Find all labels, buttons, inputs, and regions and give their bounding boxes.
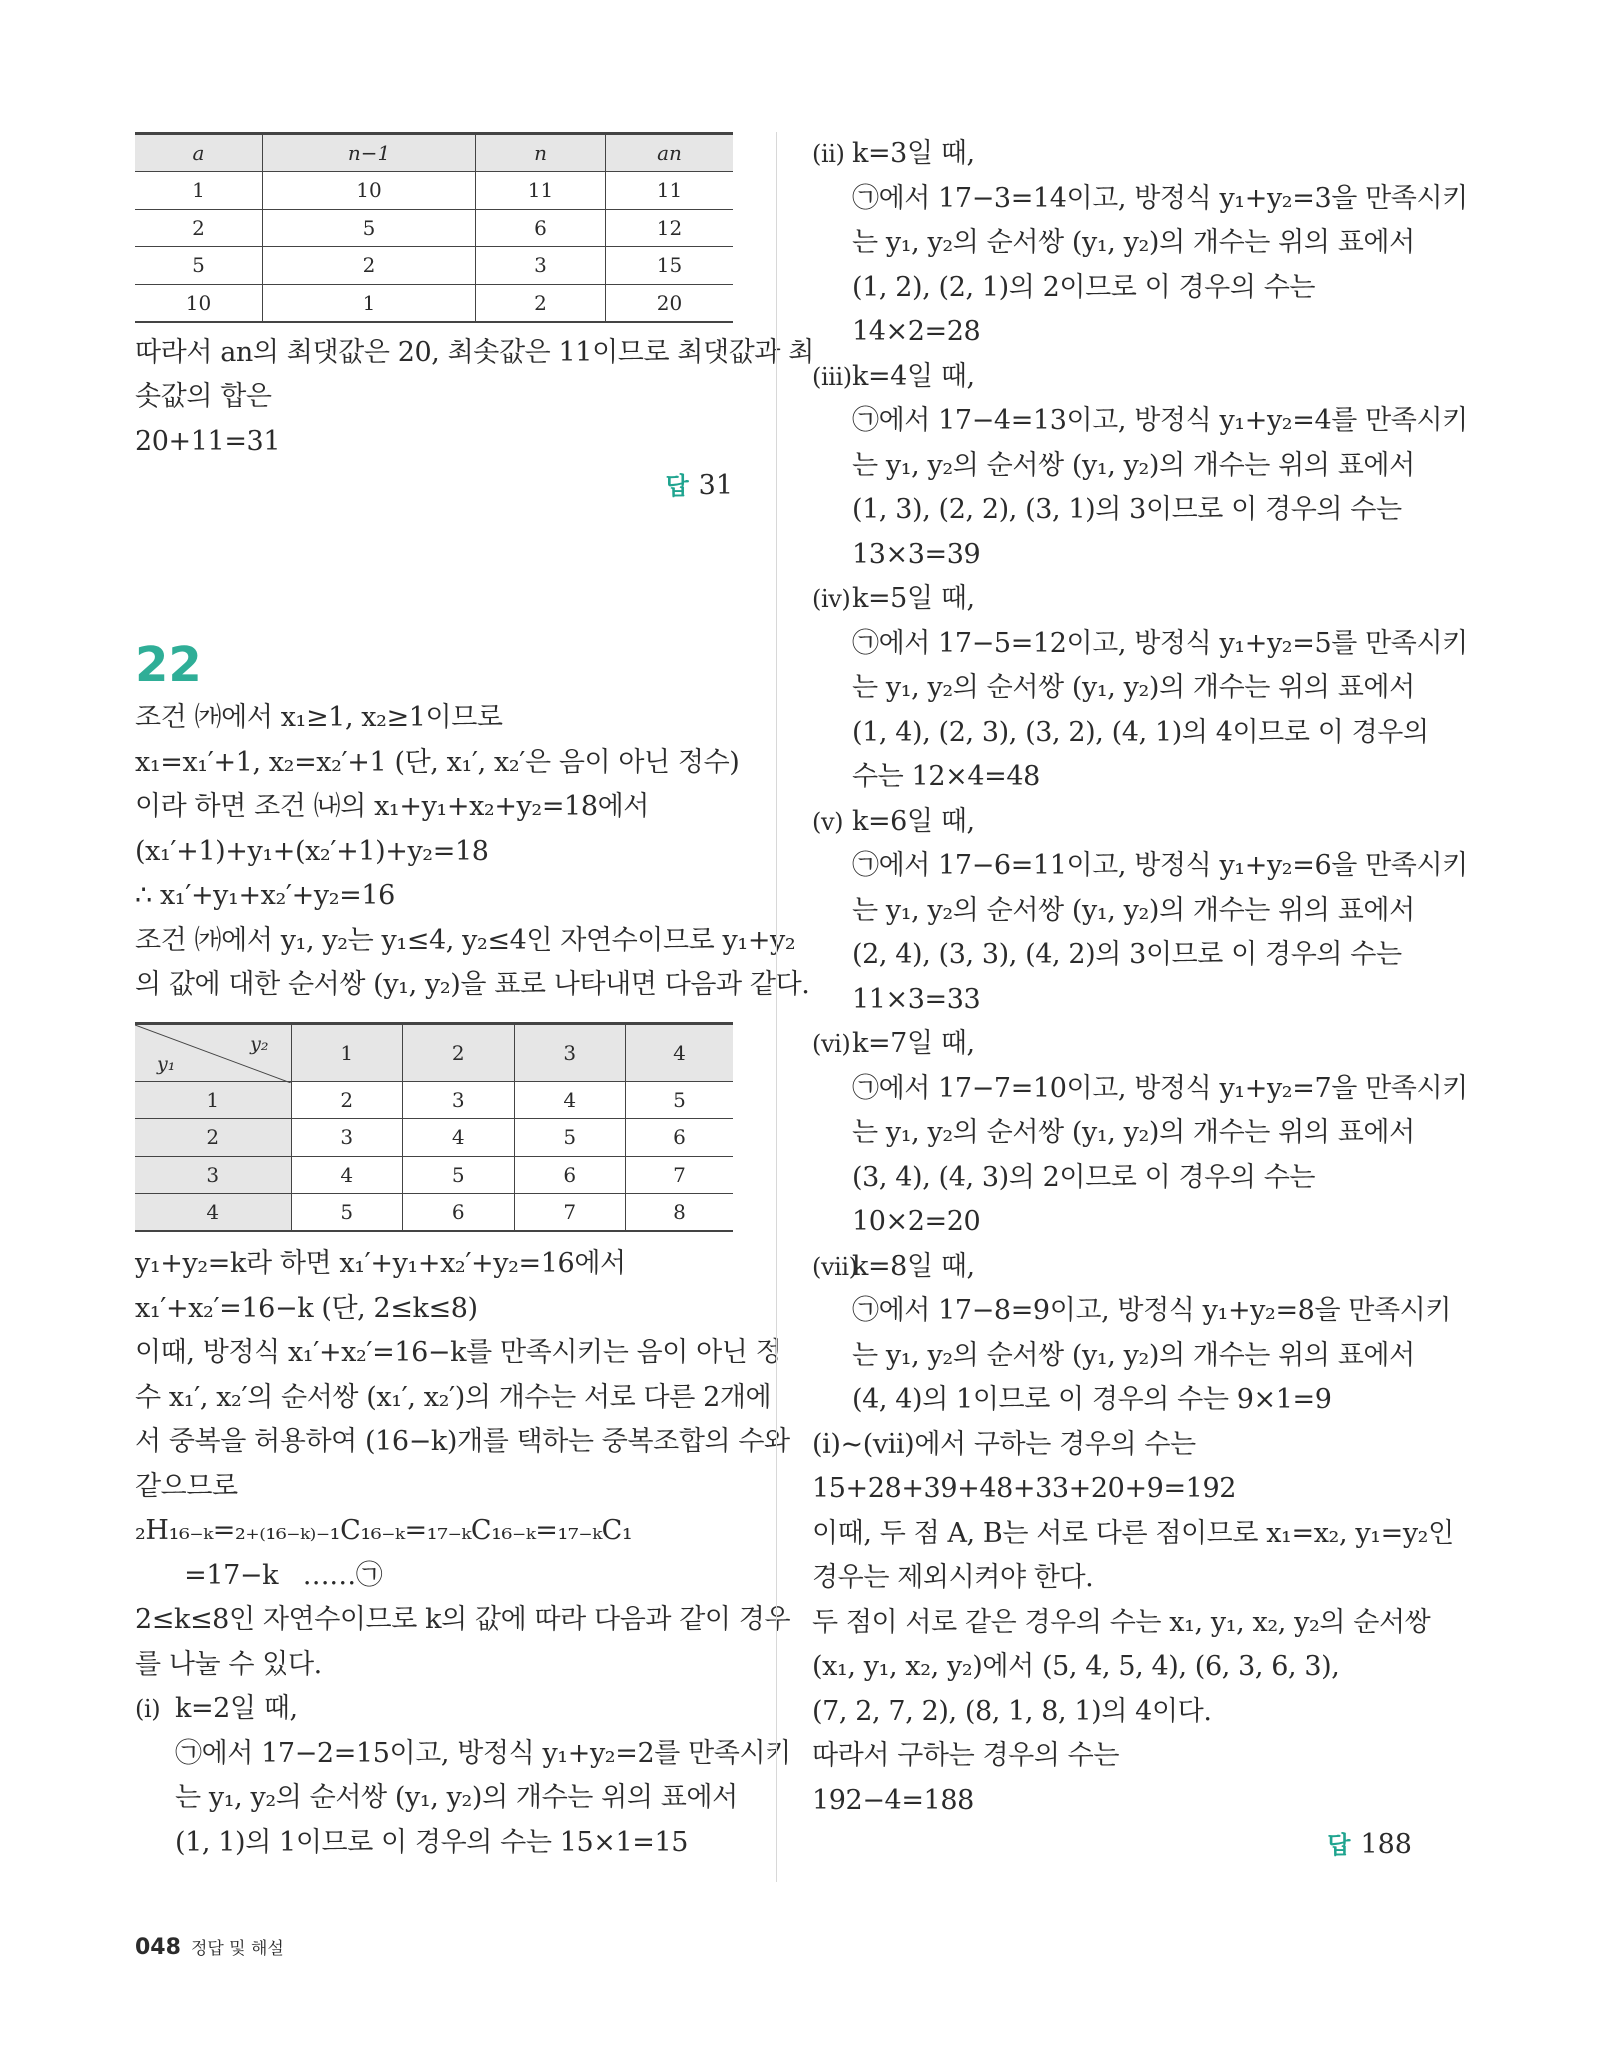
text-line: (1, 2), (2, 1)의 2이므로 이 경우의 수는 bbox=[852, 271, 1316, 303]
case-number: (vi) bbox=[812, 1030, 851, 1058]
left-column bbox=[135, 132, 814, 1865]
text-line: 11×3=33 bbox=[852, 983, 981, 1015]
text-line: 를 나눌 수 있다. bbox=[135, 1648, 322, 1680]
text-line: (1, 3), (2, 2), (3, 1)의 3이므로 이 경우의 수는 bbox=[852, 494, 1402, 525]
text-line: 는 y₁, y₂의 순서쌍 (y₁, y₂)의 개수는 위의 표에서 bbox=[852, 1117, 1415, 1148]
case-title: k=8일 때, bbox=[852, 1250, 975, 1282]
table-cell: 5 bbox=[135, 247, 262, 285]
text-line: x₁=x₁′+1, x₂=x₂′+1 (단, x₁′, x₂′은 음이 아닌 정수) bbox=[135, 746, 740, 778]
column-divider bbox=[776, 132, 777, 1882]
table-y1-y2 bbox=[135, 1022, 733, 1233]
footer-label: 정답 및 해설 bbox=[190, 1939, 284, 1959]
table-cell: 3 bbox=[291, 1119, 403, 1157]
text-line: ∴ x₁′+y₁+x₂′+y₂=16 bbox=[135, 880, 395, 911]
text-line: 따라서 an의 최댓값은 20, 최솟값은 11이므로 최댓값과 최 bbox=[135, 336, 814, 368]
text-line: 는 y₁, y₂의 순서쌍 (y₁, y₂)의 개수는 위의 표에서 bbox=[852, 227, 1415, 258]
case-heading bbox=[812, 577, 1412, 622]
right-column bbox=[812, 132, 1468, 1867]
text-line: 수 x₁′, x₂′의 순서쌍 (x₁′, x₂′)의 개수는 서로 다른 2개에 bbox=[135, 1381, 772, 1413]
table-cell: 6 bbox=[403, 1194, 515, 1232]
answer-value: 188 bbox=[1360, 1829, 1412, 1860]
table-header: 3 bbox=[514, 1023, 626, 1081]
case-heading bbox=[812, 1022, 1412, 1067]
text-line: 는 y₁, y₂의 순서쌍 (y₁, y₂)의 개수는 위의 표에서 bbox=[852, 1339, 1415, 1371]
answer-188 bbox=[812, 1823, 1412, 1867]
answer-label: 답 bbox=[665, 472, 689, 500]
text-line: ㉠에서 17−3=14이고, 방정식 y₁+y₂=3을 만족시키 bbox=[852, 182, 1468, 214]
table-cell: 15 bbox=[605, 247, 733, 285]
table-cell: 4 bbox=[291, 1156, 403, 1194]
text-line: ₂H₁₆₋ₖ=₂₊₍₁₆₋ₖ₎₋₁C₁₆₋ₖ=₁₇₋ₖC₁₆₋ₖ=₁₇₋ₖC₁ bbox=[135, 1515, 633, 1546]
text-line: ㉠에서 17−7=10이고, 방정식 y₁+y₂=7을 만족시키 bbox=[852, 1072, 1468, 1104]
table-a-n bbox=[135, 132, 733, 323]
case-number: (iii) bbox=[812, 362, 852, 391]
table-header: an bbox=[605, 134, 733, 172]
table-cell: 4 bbox=[403, 1119, 515, 1157]
text-line: 192−4=188 bbox=[812, 1784, 974, 1816]
table-cell: 11 bbox=[605, 172, 733, 210]
table-cell: 1 bbox=[135, 172, 262, 210]
table-cell: 1 bbox=[262, 284, 475, 322]
table-cell: 5 bbox=[626, 1081, 734, 1119]
table-header: 1 bbox=[291, 1023, 403, 1081]
problem-number: 22 bbox=[135, 637, 202, 693]
table-row bbox=[135, 172, 733, 210]
case-title: k=7일 때, bbox=[852, 1028, 975, 1059]
table-cell: 3 bbox=[476, 247, 606, 285]
text-line: 13×3=39 bbox=[852, 538, 981, 570]
text-line: ㉠에서 17−2=15이고, 방정식 y₁+y₂=2를 만족시키 bbox=[175, 1737, 791, 1769]
table-cell: 5 bbox=[291, 1194, 403, 1232]
text-line: 조건 ㈎에서 x₁≥1, x₂≥1이므로 bbox=[135, 702, 503, 733]
row-header: 4 bbox=[135, 1194, 291, 1232]
row-header: 3 bbox=[135, 1156, 291, 1194]
case-heading bbox=[812, 132, 1412, 177]
table-header: a bbox=[135, 134, 262, 172]
text-line: 조건 ㈎에서 y₁, y₂는 y₁≤4, y₂≤4인 자연수이므로 y₁+y₂ bbox=[135, 924, 796, 956]
text-line: 의 값에 대한 순서쌍 (y₁, y₂)을 표로 나타내면 다음과 같다. bbox=[135, 969, 810, 1000]
table-cell: 7 bbox=[626, 1156, 734, 1194]
case-title: k=6일 때, bbox=[852, 805, 975, 837]
case-title: k=3일 때, bbox=[852, 138, 975, 169]
text-line: (x₁, y₁, x₂, y₂)에서 (5, 4, 5, 4), (6, 3, 6, 3), bbox=[812, 1651, 1340, 1682]
case-number: (vii) bbox=[812, 1252, 858, 1281]
text-line: 15+28+39+48+33+20+9=192 bbox=[812, 1473, 1237, 1504]
case-number: (iv) bbox=[812, 585, 851, 613]
text-line: ㉠에서 17−8=9이고, 방정식 y₁+y₂=8을 만족시키 bbox=[852, 1295, 1452, 1326]
text-line: =17−k ……㉠ bbox=[135, 1559, 383, 1591]
case-number: (i) bbox=[135, 1695, 161, 1723]
text-line: 따라서 구하는 경우의 수는 bbox=[812, 1740, 1120, 1771]
text-line: y₁+y₂=k라 하면 x₁′+y₁+x₂′+y₂=16에서 bbox=[135, 1248, 626, 1279]
table-row bbox=[135, 284, 733, 322]
text-line: 는 y₁, y₂의 순서쌍 (y₁, y₂)의 개수는 위의 표에서 bbox=[175, 1782, 738, 1813]
text-line: 두 점이 서로 같은 경우의 수는 x₁, y₁, x₂, y₂의 순서쌍 bbox=[812, 1606, 1431, 1638]
text-line: 이때, 두 점 A, B는 서로 다른 점이므로 x₁=x₂, y₁=y₂인 bbox=[812, 1517, 1454, 1549]
text-line: 서 중복을 허용하여 (16−k)개를 택하는 중복조합의 수와 bbox=[135, 1426, 790, 1457]
case-number: (ii) bbox=[812, 140, 845, 168]
text-line: (i)~(vii)에서 구하는 경우의 수는 bbox=[812, 1428, 1196, 1460]
table-cell: 4 bbox=[514, 1081, 626, 1119]
page-footer bbox=[135, 1930, 284, 1961]
text-line: (2, 4), (3, 3), (4, 2)의 3이므로 이 경우의 수는 bbox=[852, 939, 1402, 970]
case-heading bbox=[812, 1245, 1412, 1290]
case-title: k=2일 때, bbox=[175, 1693, 298, 1724]
table-cell: 10 bbox=[135, 284, 262, 322]
table-row bbox=[135, 209, 733, 247]
table-cell: 8 bbox=[626, 1194, 734, 1232]
text-line: 는 y₁, y₂의 순서쌍 (y₁, y₂)의 개수는 위의 표에서 bbox=[852, 672, 1415, 703]
text-line: 는 y₁, y₂의 순서쌍 (y₁, y₂)의 개수는 위의 표에서 bbox=[852, 894, 1415, 926]
table-header: 4 bbox=[626, 1023, 734, 1081]
text-line: ㉠에서 17−6=11이고, 방정식 y₁+y₂=6을 만족시키 bbox=[852, 850, 1468, 881]
text-line: (3, 4), (4, 3)의 2이므로 이 경우의 수는 bbox=[852, 1161, 1316, 1193]
case-heading bbox=[812, 800, 1412, 845]
table-cell: 2 bbox=[291, 1081, 403, 1119]
text-line: 수는 12×4=48 bbox=[852, 761, 1040, 792]
corner-row-label: y₁ bbox=[157, 1052, 176, 1075]
table-cell: 6 bbox=[626, 1119, 734, 1157]
table-cell: 7 bbox=[514, 1194, 626, 1232]
text-line: 이때, 방정식 x₁′+x₂′=16−k를 만족시키는 음이 아닌 정 bbox=[135, 1337, 782, 1368]
page-number: 048 bbox=[135, 1935, 181, 1960]
table-cell: 11 bbox=[476, 172, 606, 210]
table-cell: 6 bbox=[514, 1156, 626, 1194]
table-cell: 12 bbox=[605, 209, 733, 247]
text-line: 솟값의 합은 bbox=[135, 381, 272, 412]
text-line: ㉠에서 17−5=12이고, 방정식 y₁+y₂=5를 만족시키 bbox=[852, 627, 1468, 659]
text-line: (7, 2, 7, 2), (8, 1, 8, 1)의 4이다. bbox=[812, 1695, 1212, 1727]
table-row bbox=[135, 1081, 733, 1119]
text-line: 같으므로 bbox=[135, 1470, 238, 1502]
table-cell: 2 bbox=[262, 247, 475, 285]
row-header: 2 bbox=[135, 1119, 291, 1157]
table-corner bbox=[135, 1023, 291, 1081]
table-cell: 10 bbox=[262, 172, 475, 210]
row-header: 1 bbox=[135, 1081, 291, 1119]
table-cell: 5 bbox=[403, 1156, 515, 1194]
case-title: k=5일 때, bbox=[852, 583, 975, 614]
case-title: k=4일 때, bbox=[852, 360, 975, 392]
answer-value: 31 bbox=[698, 470, 733, 501]
text-line: 2≤k≤8인 자연수이므로 k의 값에 따라 다음과 같이 경우 bbox=[135, 1604, 791, 1635]
text-line: ㉠에서 17−4=13이고, 방정식 y₁+y₂=4를 만족시키 bbox=[852, 405, 1468, 436]
text-line: 20+11=31 bbox=[135, 425, 281, 457]
text-line: (x₁′+1)+y₁+(x₂′+1)+y₂=18 bbox=[135, 835, 489, 867]
answer-31 bbox=[135, 464, 733, 508]
table-row bbox=[135, 1119, 733, 1157]
table-row bbox=[135, 1156, 733, 1194]
text-line: (1, 4), (2, 3), (3, 2), (4, 1)의 4이므로 이 경우의 bbox=[852, 716, 1429, 748]
table-row bbox=[135, 247, 733, 285]
table-header: 2 bbox=[403, 1023, 515, 1081]
text-line: 10×2=20 bbox=[852, 1206, 981, 1237]
case-number: (v) bbox=[812, 807, 844, 836]
table-cell: 3 bbox=[403, 1081, 515, 1119]
table-cell: 5 bbox=[514, 1119, 626, 1157]
table-header: n bbox=[476, 134, 606, 172]
table-cell: 2 bbox=[135, 209, 262, 247]
text-line: 14×2=28 bbox=[852, 316, 981, 347]
text-line: 경우는 제외시켜야 한다. bbox=[812, 1562, 1094, 1593]
case-heading bbox=[812, 355, 1412, 400]
table-cell: 6 bbox=[476, 209, 606, 247]
text-line: 이라 하면 조건 ㈏의 x₁+y₁+x₂+y₂=18에서 bbox=[135, 791, 649, 822]
table-cell: 2 bbox=[476, 284, 606, 322]
case-heading bbox=[135, 1687, 733, 1732]
text-line: (4, 4)의 1이므로 이 경우의 수는 9×1=9 bbox=[852, 1384, 1332, 1415]
table-row bbox=[135, 1194, 733, 1232]
text-line: (1, 1)의 1이므로 이 경우의 수는 15×1=15 bbox=[175, 1826, 689, 1858]
text-line: 는 y₁, y₂의 순서쌍 (y₁, y₂)의 개수는 위의 표에서 bbox=[852, 449, 1415, 481]
table-cell: 5 bbox=[262, 209, 475, 247]
corner-col-label: y₂ bbox=[250, 1032, 269, 1055]
text-line: x₁′+x₂′=16−k (단, 2≤k≤8) bbox=[135, 1292, 478, 1324]
table-header: n−1 bbox=[262, 134, 475, 172]
table-cell: 20 bbox=[605, 284, 733, 322]
answer-label: 답 bbox=[1327, 1831, 1351, 1859]
